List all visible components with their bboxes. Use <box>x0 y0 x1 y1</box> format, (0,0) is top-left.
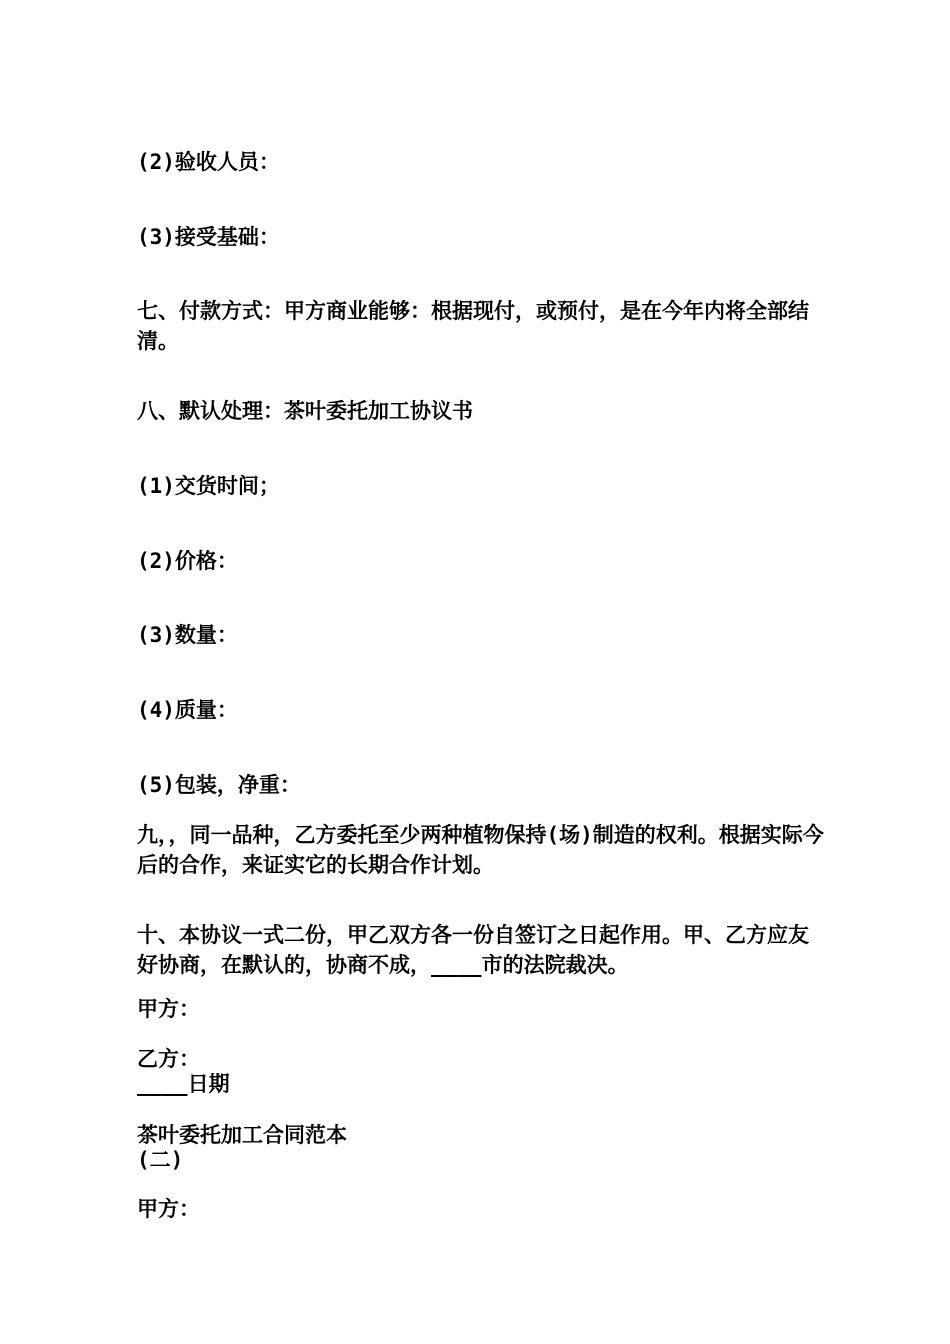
party-a-signature-line: 甲方： <box>137 997 200 1021</box>
clause-default: 八、默认处理：茶叶委托加工协议书 <box>137 399 473 423</box>
party-b-signature-line: 乙方： <box>137 1047 200 1071</box>
party-a-line: 甲方： <box>137 1197 200 1221</box>
template-title: 茶叶委托加工合同范本 <box>137 1123 347 1147</box>
clause-ten: 十、本协议一式二份，甲乙双方各一份自签订之日起作用。甲、乙方应友好协商，在默认的，协商不成，____市的法院裁决。 <box>137 923 809 977</box>
template-number: (二) <box>137 1148 184 1172</box>
date-line: ____日期 <box>137 1072 230 1096</box>
quality-line: (4)质量： <box>137 698 238 722</box>
quantity-line: (3)数量： <box>137 623 238 647</box>
price-line: (2)价格： <box>137 549 238 573</box>
acceptance-basis-line: (3)接受基础： <box>137 225 280 249</box>
clause-nine: 九，，同一品种，乙方委托至少两种植物保持(场)制造的权利。根据实际今后的合作，来证实它的长期合作计划。 <box>137 823 824 877</box>
clause-payment: 七、付款方式：甲方商业能够：根据现付，或预付，是在今年内将全部结清。 <box>137 299 809 353</box>
delivery-time-line: (1)交货时间； <box>137 474 280 498</box>
inspector-line: (2)验收人员： <box>137 150 280 174</box>
packaging-line: (5)包装，净重： <box>137 773 301 797</box>
